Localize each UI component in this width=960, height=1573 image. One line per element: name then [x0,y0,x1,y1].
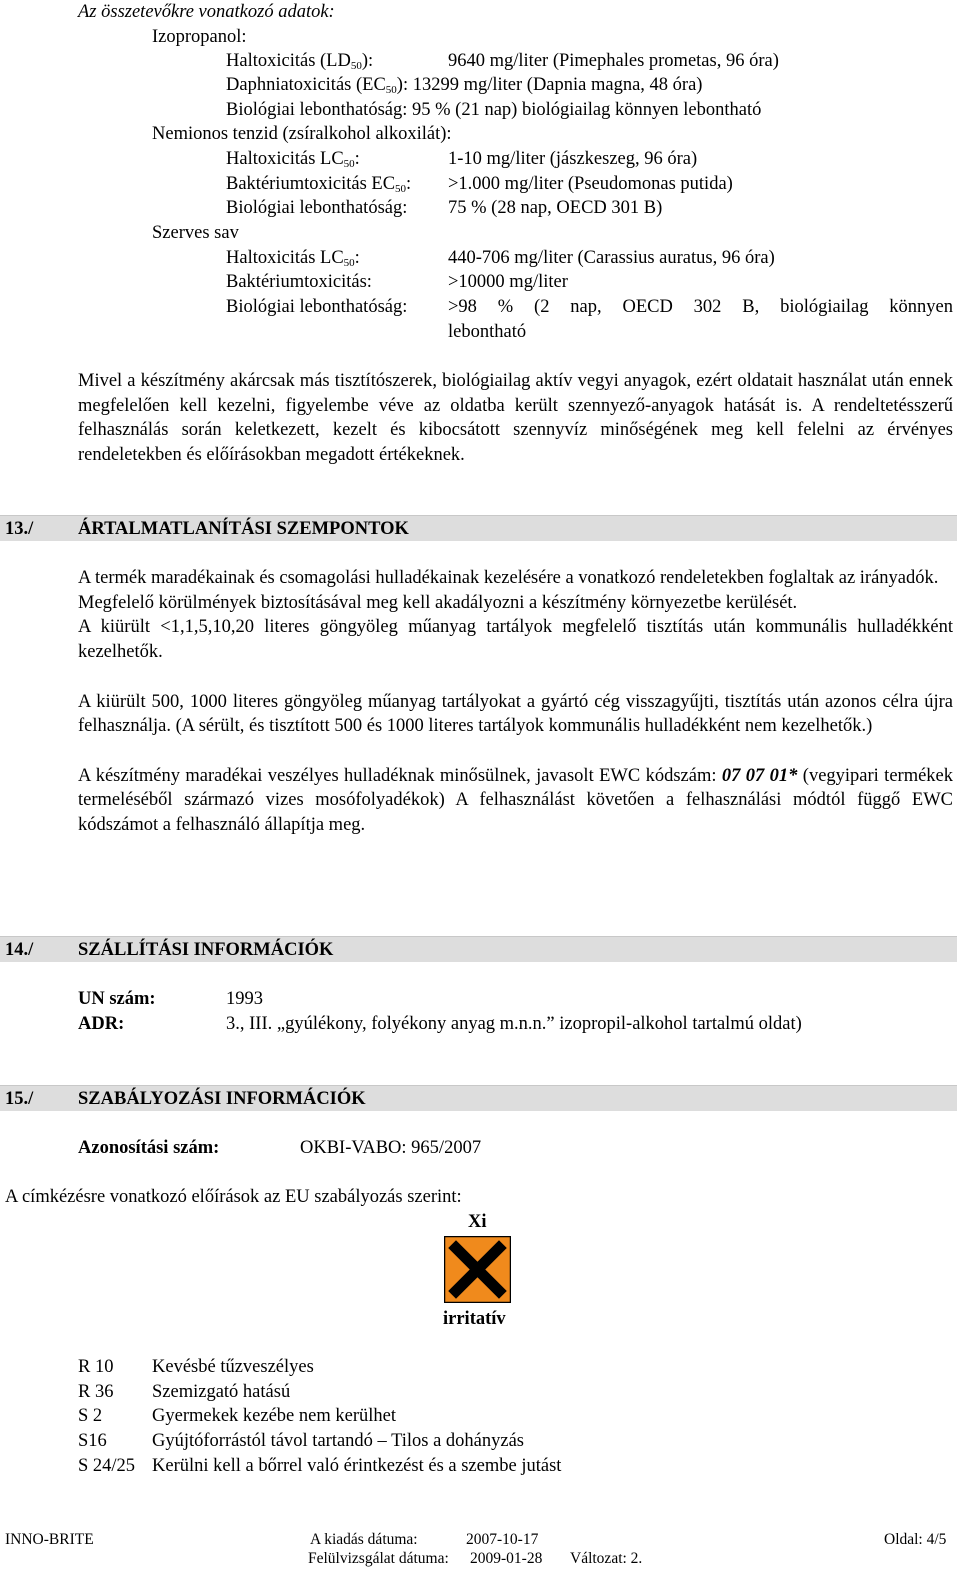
section-15-number: 15./ [5,1089,34,1109]
footer-review-label: Felülvizsgálat dátuma: [308,1550,449,1567]
disposal-paragraph-3: A kiürült <1,1,5,10,20 literes göngyöleg műanyag tartályok megfelelő tisztítás után kommunális hulladékként kezelhetők. [78,617,953,663]
ewc-code: 07 07 01* [721,765,798,786]
ingredient-name-isopropanol: Izopropanol: [152,27,247,47]
nonionic-biodeg-label: Biológiai lebonthatóság: [226,198,408,218]
ingredient-name-organic-acid: Szerves sav [152,223,239,243]
section-13-number: 13./ [5,519,34,539]
disposal-paragraph-4: A kiürült 500, 1000 literes göngyöleg műanyag tartályokat a gyártó cég visszagyűjti, tisztítás után azonos célra újra felhasználja. (A sérült, és tisztított 500 és 1000 literes tartályok kommunális hulladékként nem kezelhetők.) [78,691,953,737]
section-14-header [0,936,957,962]
phrase-code: S 2 [78,1406,103,1427]
acid-bact-value: >10000 mg/liter [448,272,568,292]
footer-issue-date: 2007-10-17 [466,1531,539,1548]
ingredient-name-nonionic: Nemionos tenzid (zsíralkohol alkoxilát): [152,124,452,144]
footer-issue-label: A kiadás dátuma: [310,1531,418,1548]
phrase-code: S16 [78,1431,107,1452]
iso-fish-label: Haltoxicitás $(LD_{50})$: [226,51,374,72]
section-14-number: 14./ [5,940,34,960]
footer-page-number: Oldal: 4/5 [884,1531,947,1548]
acid-fish-value: 440-706 mg/liter (Carassius auratus, 96 óra) [448,248,775,268]
iso-daphnia-line: Daphniatoxicitás $(EC_{50})$: 13299 mg/liter (Dapnia magna, 48 óra) [226,75,703,96]
ingredients-heading: Az összetevőkre vonatkozó adatok: [78,2,335,22]
acid-biodeg-value: >98 % (2 nap, OECD 302 B, biológiailag könnyen [448,297,953,317]
footer-product: INNO-BRITE [5,1531,94,1548]
identification-label: Azonosítási szám: [78,1138,220,1158]
section-13-header [0,515,957,541]
cross-hazard-icon [444,1236,511,1303]
footer-version: Változat: 2. [570,1550,643,1567]
un-number-label: UN szám: [78,989,156,1009]
phrase-code: R 10 [78,1357,114,1377]
nonionic-bact-label: Baktériumtoxicitás $EC_{50}$: [226,174,412,195]
nonionic-biodeg-value: 75 % (28 nap, OECD 301 B) [448,198,663,218]
adr-label: ADR: [78,1014,125,1034]
adr-value: 3., III. „gyúlékony, folyékony anyag m.n.n.” izopropil-alkohol tartalmú oldat) [226,1014,802,1034]
un-number-value: 1993 [226,989,263,1009]
section-13-title: ÁRTALMATLANÍTÁSI SZEMPONTOK [78,519,409,539]
phrase-text: Kerülni kell a bőrrel való érintkezést és a szembe jutást [152,1455,562,1476]
disposal-paragraph-1: A termék maradékainak és csomagolási hulladékainak kezelésére a vonatkozó rendeletekben foglaltak az irányadók. [78,568,939,588]
section-15-title: SZABÁLYOZÁSI INFORMÁCIÓK [78,1089,366,1109]
section-15-header [0,1085,957,1111]
phrase-text: Szemizgató hatású [152,1381,291,1402]
phrase-code: S 24/25 [78,1455,136,1476]
section-14-title: SZÁLLÍTÁSI INFORMÁCIÓK [78,940,334,960]
disposal-paragraph-5: A készítmény maradékai veszélyes hulladéknak minősülnek, javasolt EWC kódszám: 07 07 01* (vegyipari termékek termeléséből származó vizes mosófolyadékok) A felhasználást követően a felhasználási módtól függő EWC kódszámot a felhasználó állapítja meg. [78,765,954,835]
acid-biodeg-label: Biológiai lebonthatóság: [226,297,408,317]
nonionic-fish-value: 1-10 mg/liter (jászkeszeg, 96 óra) [448,149,698,169]
phrase-text: Kevésbé tűzveszélyes [152,1357,314,1377]
hazard-pictogram [444,1236,511,1303]
disposal-paragraph-2: Megfelelő körülmények biztosításával meg kell akadályozni a készítmény környezetbe kerülését. [78,592,798,613]
acid-biodeg-value-cont: lebontható [448,322,527,342]
phrase-code: R 36 [78,1381,114,1402]
phrase-text: Gyújtóforrástól távol tartandó – Tilos a dohányzás [152,1431,525,1452]
phrase-text: Gyermekek kezébe nem kerülhet [152,1406,396,1427]
footer-review-date: 2009-01-28 [470,1550,543,1567]
ingredients-paragraph: Mivel a készítmény akárcsak más tisztítószerek, biológiailag aktív vegyi anyagok, ezért oldatait használat után ennek megfelelően kell kezelni, figyelembe véve az oldatba került szennyező-anyagok hatását is. A rendeltetésszerű felhasználás során keletkezett, kezelt és kibocsátott szennyvíz minőségének meg kell felelni az érvényes rendeletekben és előírásokban megadott értékeknek. [78,371,953,466]
acid-bact-label: Baktériumtoxicitás: [226,272,372,292]
nonionic-bact-value: >1.000 mg/liter (Pseudomonas putida) [448,174,733,194]
acid-fish-label: Haltoxicitás $LC_{50}$: [226,248,360,269]
nonionic-fish-label: Haltoxicitás $LC_{50}$: [226,149,360,170]
identification-value: OKBI-VABO: 965/2007 [300,1138,482,1158]
hazard-name: irritatív [443,1309,506,1329]
iso-fish-value: 9640 mg/liter (Pimephales prometas, 96 óra) [448,51,779,71]
labeling-intro: A címkézésre vonatkozó előírások az EU szabályozás szerint: [5,1187,462,1207]
hazard-code: Xi [468,1212,487,1232]
iso-biodeg-line: Biológiai lebonthatóság: 95 % (21 nap) biológiailag könnyen lebontható [226,100,762,120]
section-13-body [78,566,953,838]
